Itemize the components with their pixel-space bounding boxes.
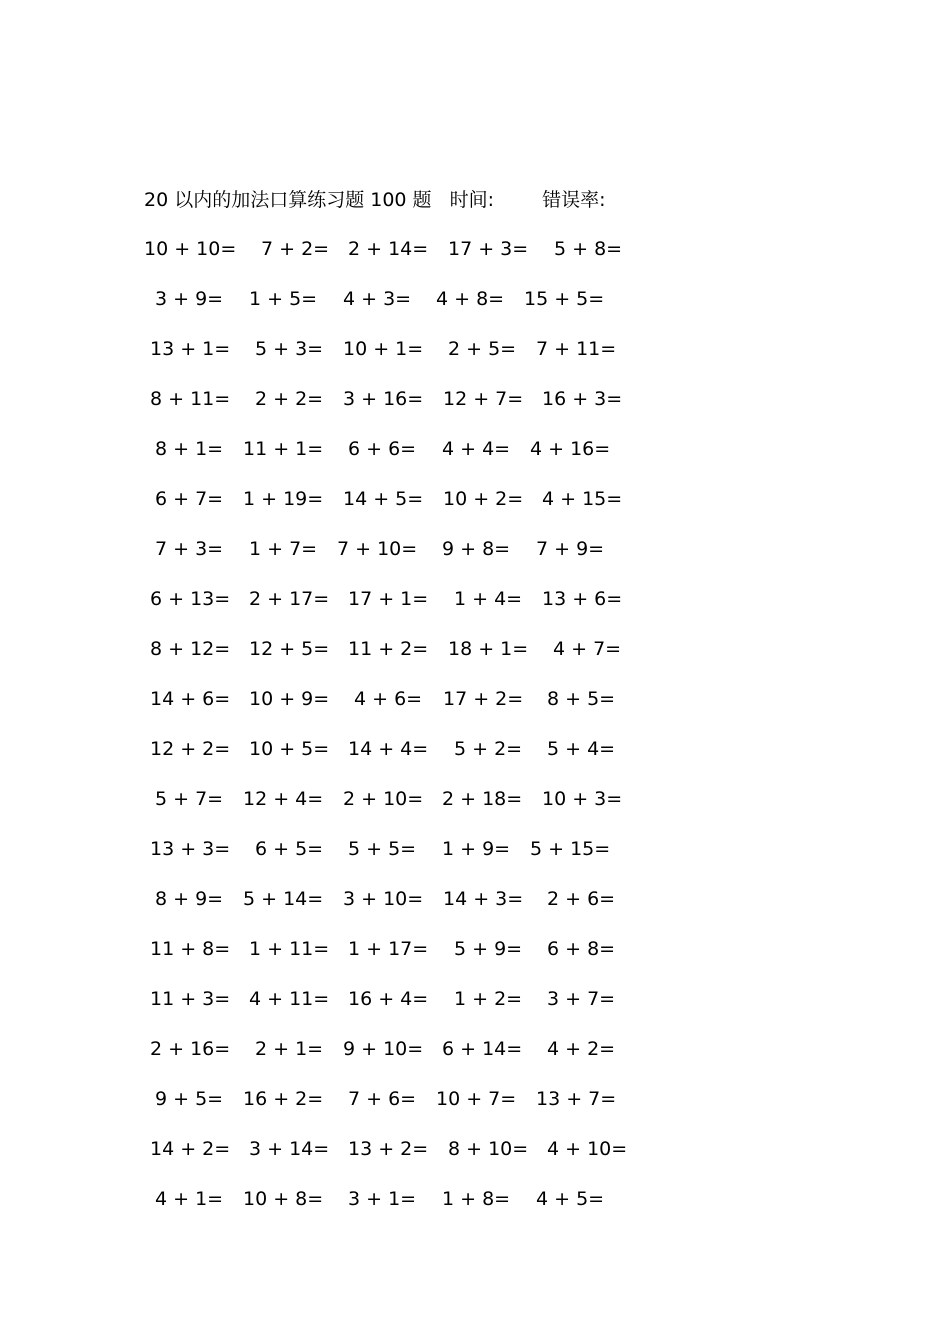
problem-item: 2 + 10= (343, 788, 424, 810)
problem-item: 17 + 3= (448, 238, 529, 260)
problem-item: 12 + 4= (243, 788, 324, 810)
problem-item: 12 + 7= (443, 388, 524, 410)
problem-item: 1 + 4= (454, 588, 523, 610)
problem-item: 2 + 5= (448, 338, 517, 360)
problem-item: 8 + 5= (547, 688, 616, 710)
problem-item: 7 + 2= (261, 238, 330, 260)
problem-item: 13 + 2= (348, 1138, 429, 1160)
problem-row (0, 1084, 950, 1114)
problem-row (0, 834, 950, 864)
problem-item: 10 + 3= (542, 788, 623, 810)
problem-item: 1 + 11= (249, 938, 330, 960)
problem-row (0, 534, 950, 564)
problem-item: 5 + 5= (348, 838, 417, 860)
problem-item: 2 + 14= (348, 238, 429, 260)
problem-row (0, 434, 950, 464)
problem-item: 1 + 19= (243, 488, 324, 510)
problem-item: 11 + 1= (243, 438, 324, 460)
problem-item: 4 + 11= (249, 988, 330, 1010)
problem-item: 11 + 2= (348, 638, 429, 660)
problem-row (0, 584, 950, 614)
worksheet-title: 20 以内的加法口算练习题 100 题 (144, 189, 432, 211)
problem-item: 16 + 2= (243, 1088, 324, 1110)
problem-row (0, 234, 950, 264)
problem-item: 6 + 5= (255, 838, 324, 860)
problem-item: 7 + 11= (536, 338, 617, 360)
problem-item: 8 + 9= (155, 888, 224, 910)
problem-item: 5 + 15= (530, 838, 611, 860)
problem-item: 10 + 9= (249, 688, 330, 710)
problem-item: 3 + 16= (343, 388, 424, 410)
problem-item: 14 + 5= (343, 488, 424, 510)
problem-item: 14 + 2= (150, 1138, 231, 1160)
problem-item: 5 + 4= (547, 738, 616, 760)
problem-item: 3 + 7= (547, 988, 616, 1010)
problem-row (0, 1034, 950, 1064)
problem-item: 7 + 6= (348, 1088, 417, 1110)
problem-item: 14 + 4= (348, 738, 429, 760)
problem-row (0, 384, 950, 414)
problem-row (0, 684, 950, 714)
error-rate-label: 错误率: (542, 189, 606, 211)
problem-item: 5 + 14= (243, 888, 324, 910)
problem-item: 7 + 9= (536, 538, 605, 560)
problem-item: 4 + 5= (536, 1188, 605, 1210)
problem-item: 1 + 9= (442, 838, 511, 860)
problem-item: 14 + 6= (150, 688, 231, 710)
problem-item: 1 + 8= (442, 1188, 511, 1210)
problem-item: 4 + 10= (547, 1138, 628, 1160)
problem-item: 1 + 2= (454, 988, 523, 1010)
problem-item: 9 + 10= (343, 1038, 424, 1060)
problem-item: 5 + 2= (454, 738, 523, 760)
problem-item: 17 + 1= (348, 588, 429, 610)
problem-row (0, 634, 950, 664)
problem-item: 13 + 6= (542, 588, 623, 610)
problem-item: 13 + 1= (150, 338, 231, 360)
problem-item: 4 + 6= (354, 688, 423, 710)
problem-item: 16 + 4= (348, 988, 429, 1010)
problem-item: 14 + 3= (443, 888, 524, 910)
problem-item: 1 + 17= (348, 938, 429, 960)
problem-item: 10 + 8= (243, 1188, 324, 1210)
problem-row (0, 884, 950, 914)
problem-row (0, 784, 950, 814)
problem-row (0, 1184, 950, 1214)
problem-item: 10 + 1= (343, 338, 424, 360)
problem-item: 13 + 3= (150, 838, 231, 860)
problem-item: 8 + 12= (150, 638, 231, 660)
problem-item: 12 + 2= (150, 738, 231, 760)
problem-item: 9 + 8= (442, 538, 511, 560)
problem-row (0, 984, 950, 1014)
problem-item: 2 + 1= (255, 1038, 324, 1060)
problem-item: 5 + 8= (554, 238, 623, 260)
problem-item: 2 + 18= (442, 788, 523, 810)
problem-item: 13 + 7= (536, 1088, 617, 1110)
problem-row (0, 484, 950, 514)
problem-item: 18 + 1= (448, 638, 529, 660)
problem-item: 12 + 5= (249, 638, 330, 660)
problem-item: 4 + 3= (343, 288, 412, 310)
problem-item: 5 + 7= (155, 788, 224, 810)
problem-item: 7 + 3= (155, 538, 224, 560)
time-label: 时间: (449, 189, 495, 211)
problem-item: 6 + 7= (155, 488, 224, 510)
problem-item: 4 + 15= (542, 488, 623, 510)
problem-item: 7 + 10= (337, 538, 418, 560)
problem-item: 2 + 17= (249, 588, 330, 610)
problem-item: 10 + 10= (144, 238, 237, 260)
worksheet-header (144, 186, 605, 214)
problem-item: 3 + 1= (348, 1188, 417, 1210)
problem-row (0, 1134, 950, 1164)
problem-item: 5 + 3= (255, 338, 324, 360)
problem-item: 9 + 5= (155, 1088, 224, 1110)
problem-row (0, 734, 950, 764)
problem-item: 4 + 4= (442, 438, 511, 460)
problem-item: 16 + 3= (542, 388, 623, 410)
problem-item: 10 + 7= (436, 1088, 517, 1110)
problem-item: 4 + 2= (547, 1038, 616, 1060)
problem-row (0, 934, 950, 964)
problem-item: 4 + 8= (436, 288, 505, 310)
problem-item: 3 + 10= (343, 888, 424, 910)
problem-item: 4 + 7= (553, 638, 622, 660)
problem-item: 6 + 6= (348, 438, 417, 460)
problem-item: 8 + 11= (150, 388, 231, 410)
problem-item: 15 + 5= (524, 288, 605, 310)
problem-item: 4 + 16= (530, 438, 611, 460)
problem-item: 2 + 2= (255, 388, 324, 410)
problem-item: 2 + 6= (547, 888, 616, 910)
problem-item: 6 + 14= (442, 1038, 523, 1060)
problem-item: 17 + 2= (443, 688, 524, 710)
problem-item: 4 + 1= (155, 1188, 224, 1210)
problem-item: 10 + 2= (443, 488, 524, 510)
problem-item: 8 + 1= (155, 438, 224, 460)
problem-item: 6 + 13= (150, 588, 231, 610)
problem-item: 1 + 7= (249, 538, 318, 560)
problem-item: 10 + 5= (249, 738, 330, 760)
problem-item: 2 + 16= (150, 1038, 231, 1060)
problem-item: 1 + 5= (249, 288, 318, 310)
problem-item: 3 + 14= (249, 1138, 330, 1160)
problem-item: 5 + 9= (454, 938, 523, 960)
problem-item: 11 + 3= (150, 988, 231, 1010)
problem-item: 8 + 10= (448, 1138, 529, 1160)
problem-row (0, 334, 950, 364)
problem-item: 6 + 8= (547, 938, 616, 960)
problem-item: 11 + 8= (150, 938, 231, 960)
problem-row (0, 284, 950, 314)
problem-item: 3 + 9= (155, 288, 224, 310)
